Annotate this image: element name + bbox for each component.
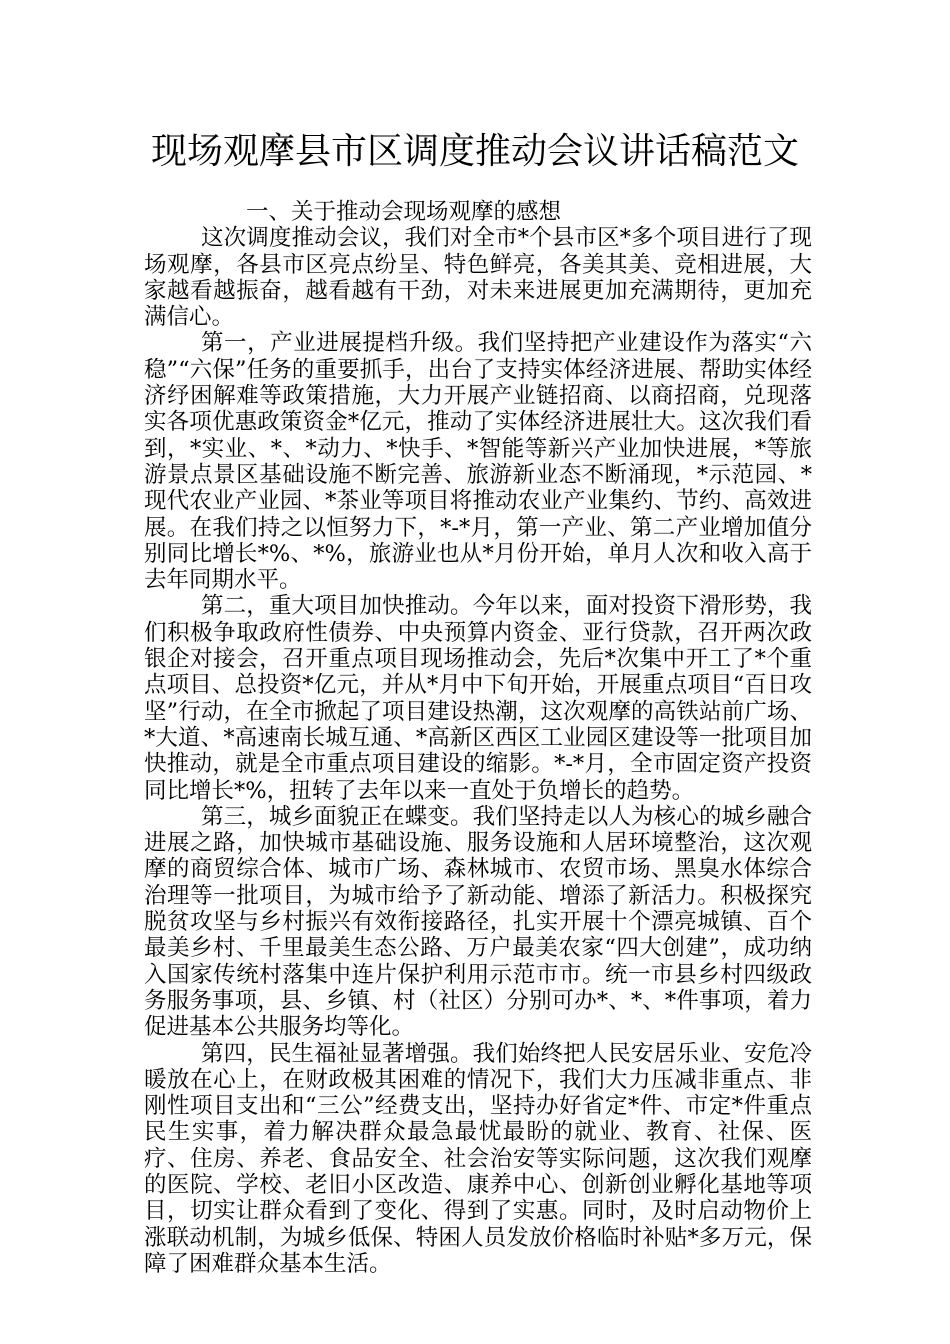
paragraph-projects: 第二，重大项目加快推动。今年以来，面对投资下滑形势，我们积极争取政府性债券、中央预算内资金、亚行贷款，召开两次政银企对接会，召开重点项目现场推动会，先后*次集中开工了*个重点项目、总投资*亿元，并从*月中下旬开始，开展重点项目“百日攻坚”行动，在全市掀起了项目建设热潮，这次观摩的高铁站前广场、*大道、*高速南长城互通、*高新区西区工业园区建设等一批项目加快推动，就是全市重点项目建设的缩影。*-*月，全市固定资产投资同比增长*%，扭转了去年以来一直处于负增长的趋势。: [144, 593, 812, 804]
document-body: [144, 199, 812, 1277]
paragraph-urban-rural: 第三，城乡面貌正在蝶变。我们坚持走以人为核心的城乡融合进展之路，加快城市基础设施、服务设施和人居环境整治，这次观摩的商贸综合体、城市广场、森林城市、农贸市场、黑臭水体综合治理等一批项目，为城市给予了新动能、增添了新活力。积极探究脱贫攻坚与乡村振兴有效衔接路径，扎实开展十个漂亮城镇、百个最美乡村、千里最美生态公路、万户最美农家“四大创建”，成功纳入国家传统村落集中连片保护利用示范市市。统一市县乡村四级政务服务事项，县、乡镇、村（社区）分别可办*、*、*件事项，着力促进基本公共服务均等化。: [144, 803, 812, 1041]
paragraph-intro: 这次调度推动会议，我们对全市*个县市区*多个项目进行了现场观摩，各县市区亮点纷呈、特色鲜亮，各美其美、竞相进展，大家越看越振奋，越看越有干劲，对未来进展更加充满期待，更加充满信心。: [144, 225, 812, 331]
paragraph-livelihood: 第四，民生福祉显著增强。我们始终把人民安居乐业、安危冷暖放在心上，在财政极其困难的情况下，我们大力压减非重点、非刚性项目支出和“三公”经费支出，坚持办好省定*件、市定*件重点民生实事，着力解决群众最急最忧最盼的就业、教育、社保、医疗、住房、养老、食品安全、社会治安等实际问题，这次我们观摩的医院、学校、老旧小区改造、康养中心、创新创业孵化基地等项目，切实让群众看到了变化、得到了实惠。同时，及时启动物价上涨联动机制，为城乡低保、特困人员发放价格临时补贴*多万元，保障了困难群众基本生活。: [144, 1040, 812, 1277]
document-title: 现场观摩县市区调度推动会议讲话稿范文: [150, 131, 799, 172]
paragraph-industry: 第一，产业进展提档升级。我们坚持把产业建设作为落实“六稳”“六保”任务的重要抓手，出台了支持实体经济进展、帮助实体经济纾困解难等政策措施，大力开展产业链招商、以商招商，兑现落实各项优惠政策资金*亿元，推动了实体经济进展壮大。这次我们看到，*实业、*、*动力、*快手、*智能等新兴产业加快进展，*等旅游景点景区基础设施不断完善、旅游新业态不断涌现，*示范园、*现代农业产业园、*茶业等项目将推动农业产业集约、节约、高效进展。在我们持之以恒努力下，*-*月，第一产业、第二产业增加值分别同比增长*%、*%，旅游业也从*月份开始，单月人次和收入高于去年同期水平。: [144, 330, 812, 594]
section-heading: 一、关于推动会现场观摩的感想: [246, 199, 562, 225]
